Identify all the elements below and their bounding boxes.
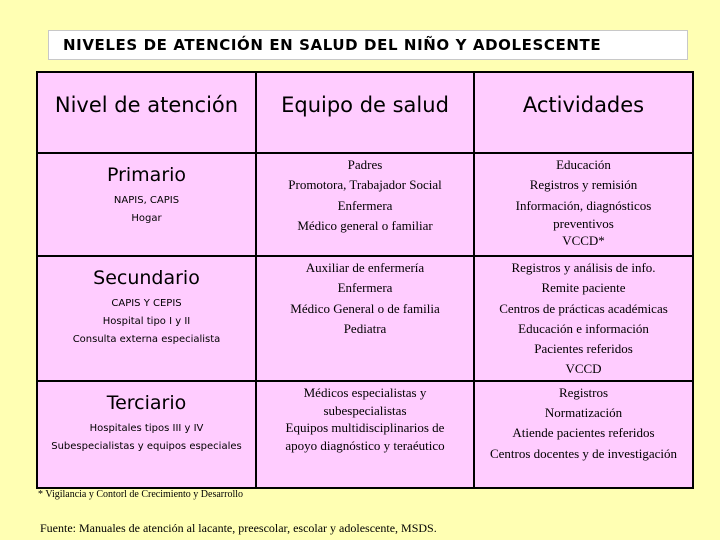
level-detail: Subespecialistas y equipos especiales (51, 440, 242, 452)
level-detail: Consulta externa especialista (72, 334, 221, 345)
team-item: Promotora, Trabajador Social (288, 177, 442, 193)
team-item: Médicos especialistas y (303, 384, 427, 400)
activity-item: Educación e información (518, 320, 649, 336)
activity-item: Centros docentes y de investigación (489, 445, 677, 461)
team-item: Pediatra (343, 320, 387, 336)
team-item: Auxiliar de enfermería (305, 260, 425, 275)
source-note: Fuente: Manuales de atención al lacante, preescolar, escolar y adolescente, MSDS. (40, 521, 437, 535)
activity-item: Educación (556, 157, 611, 172)
level-detail: Hospital tipo I y II (102, 316, 191, 327)
activity-item: VCCD* (562, 232, 605, 248)
level-cell (37, 153, 256, 256)
activity-item: preventivos (553, 215, 614, 231)
team-item: subespecialistas (323, 403, 407, 419)
level-detail: Hogar (131, 213, 162, 224)
slide-title: NIVELES DE ATENCIÓN EN SALUD DEL NIÑO Y ADOLESCENTE (48, 30, 688, 60)
header-team: Equipo de salud (256, 72, 474, 153)
team-cell (256, 256, 474, 381)
level-name: Primario (106, 164, 187, 186)
care-levels-table (36, 71, 694, 489)
team-item: Equipos multidisciplinarios de (285, 420, 445, 436)
level-detail: NAPIS, CAPIS (113, 195, 180, 206)
level-cell (37, 381, 256, 488)
table-row-secundario (37, 256, 693, 381)
activity-item: Remite paciente (541, 280, 626, 296)
activity-item: Atiende pacientes referidos (512, 425, 655, 441)
team-cell (256, 153, 474, 256)
team-item: Médico General o de familia (290, 300, 440, 316)
table-header-row (37, 72, 693, 153)
team-item: Médico general o familiar (297, 217, 433, 233)
level-cell (37, 256, 256, 381)
activity-item: Información, diagnósticos (515, 197, 652, 213)
activity-item: Pacientes referidos (534, 341, 633, 357)
team-item: Padres (347, 157, 383, 172)
activities-cell (474, 256, 693, 381)
activities-cell (474, 153, 693, 256)
level-name: Secundario (93, 267, 200, 289)
team-item: apoyo diagnóstico y teraéutico (285, 438, 445, 454)
level-detail: Hospitales tipos III y IV (89, 422, 204, 434)
team-item: Enfermera (337, 280, 393, 296)
level-detail: CAPIS Y CEPIS (111, 298, 182, 309)
activity-item: Registros (558, 384, 609, 400)
table-row-terciario (37, 381, 693, 488)
team-cell (256, 381, 474, 488)
footnote: * Vigilancia y Contorl de Crecimiento y Desarrollo (38, 489, 243, 500)
activity-item: Centros de prácticas académicas (499, 300, 668, 316)
header-activities: Actividades (474, 72, 693, 153)
header-level: Nivel de atención (37, 72, 256, 153)
team-item: Enfermera (337, 197, 393, 213)
activity-item: VCCD (565, 361, 602, 377)
activity-item: Registros y análisis de info. (511, 260, 656, 275)
activity-item: Registros y remisión (529, 177, 638, 193)
activities-cell (474, 381, 693, 488)
activity-item: Normatización (544, 405, 623, 421)
level-name: Terciario (106, 391, 187, 414)
table-row-primario (37, 153, 693, 256)
